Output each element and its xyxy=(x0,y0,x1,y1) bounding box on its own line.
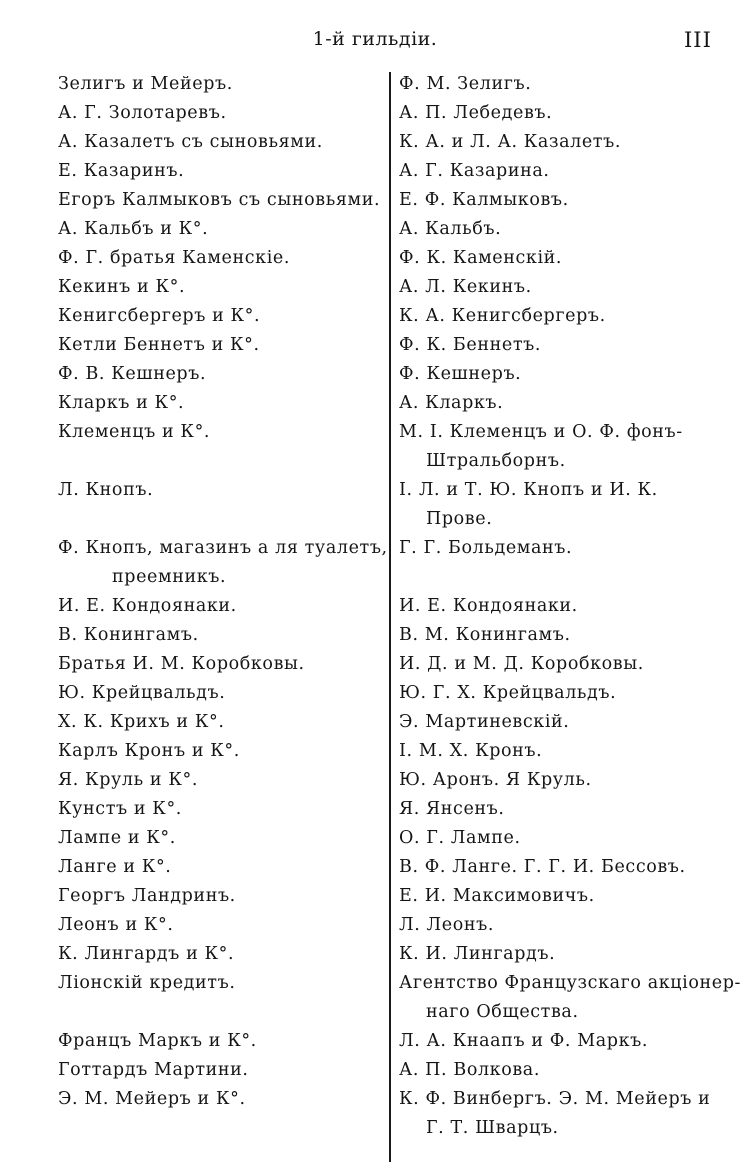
firm-entry: Карлъ Кронъ и К°. xyxy=(58,741,240,761)
firm-entry: Клеменцъ и К°. xyxy=(58,422,211,442)
owner-entry: М. І. Клеменцъ и О. Ф. фонъ- xyxy=(399,422,683,442)
owner-entry: наго Общества. xyxy=(426,1002,579,1022)
firm-entry: Егоръ Калмыковъ съ сыновьями. xyxy=(58,190,381,210)
firm-entry: преемникъ. xyxy=(112,567,227,587)
firm-entry: И. Е. Кондоянаки. xyxy=(58,596,237,616)
owner-entry: Е. Ф. Калмыковъ. xyxy=(399,190,569,210)
firm-entry: Кенигсбергеръ и К°. xyxy=(58,306,261,326)
firm-entry: Францъ Маркъ и К°. xyxy=(58,1031,257,1051)
owner-entry: Е. И. Максимовичъ. xyxy=(399,886,595,906)
firm-entry: Ліонскій кредитъ. xyxy=(58,973,236,993)
firm-entry: Я. Круль и К°. xyxy=(58,770,198,790)
owner-entry: Штральборнъ. xyxy=(426,451,566,471)
column-divider xyxy=(389,72,391,1162)
owner-entry: А. Л. Кекинъ. xyxy=(399,277,532,297)
owner-entry: Я. Янсенъ. xyxy=(399,799,505,819)
firm-entry: Ф. Г. братья Каменскіе. xyxy=(58,248,291,268)
owner-entry: Г. Т. Шварцъ. xyxy=(426,1118,559,1138)
owner-entry: Э. Мартиневскій. xyxy=(399,712,570,732)
firm-entry: Братья И. М. Коробковы. xyxy=(58,654,305,674)
owner-entry: А. П. Волкова. xyxy=(399,1060,540,1080)
owner-entry: Прове. xyxy=(426,509,493,529)
firm-entry: Леонъ и К°. xyxy=(58,915,174,935)
owner-entry: І. М. Х. Кронъ. xyxy=(399,741,543,761)
firm-entry: Е. Казаринъ. xyxy=(58,161,185,181)
owner-entry: О. Г. Лампе. xyxy=(399,828,521,848)
owner-entry: А. Кларкъ. xyxy=(399,393,504,413)
owner-entry: К. А. Кенигсбергеръ. xyxy=(399,306,606,326)
owner-entry: Ф. Кешнеръ. xyxy=(399,364,522,384)
owner-entry: В. М. Конингамъ. xyxy=(399,625,571,645)
owner-entry: Ф. К. Беннетъ. xyxy=(399,335,541,355)
firm-entry: Ф. В. Кешнеръ. xyxy=(58,364,207,384)
owner-entry: К. И. Лингардъ. xyxy=(399,944,556,964)
owner-entry: Ю. Г. Х. Крейцвальдъ. xyxy=(399,683,617,703)
page-number: III xyxy=(684,28,712,52)
owner-entry: Л. Леонъ. xyxy=(399,915,494,935)
firm-entry: Ю. Крейцвальдъ. xyxy=(58,683,226,703)
firm-entry: Л. Кнопъ. xyxy=(58,480,154,500)
firm-entry: А. Г. Золотаревъ. xyxy=(58,103,227,123)
firm-entry: Ланге и К°. xyxy=(58,857,172,877)
owner-entry: Л. А. Кнаапъ и Ф. Маркъ. xyxy=(399,1031,649,1051)
owner-entry: А. Г. Казарина. xyxy=(399,161,550,181)
owner-entry: И. Е. Кондоянаки. xyxy=(399,596,578,616)
firm-entry: Кетли Беннетъ и К°. xyxy=(58,335,260,355)
firm-entry: Лампе и К°. xyxy=(58,828,176,848)
firm-entry: Георгъ Ландринъ. xyxy=(58,886,236,906)
owner-entry: А. Кальбъ. xyxy=(399,219,502,239)
firm-entry: Зелигъ и Мейеръ. xyxy=(58,74,233,94)
firm-entry: В. Конингамъ. xyxy=(58,625,199,645)
owner-entry: Ф. М. Зелигъ. xyxy=(399,74,532,94)
firm-entry: К. Лингардъ и К°. xyxy=(58,944,235,964)
firm-entry: Кекинъ и К°. xyxy=(58,277,186,297)
owner-entry: Агентство Французскаго акціонер- xyxy=(399,973,742,993)
firm-entry: А. Казалетъ съ сыновьями. xyxy=(58,132,323,152)
owner-entry: І. Л. и Т. Ю. Кнопъ и И. К. xyxy=(399,480,658,500)
owner-entry: К. А. и Л. А. Казалетъ. xyxy=(399,132,621,152)
firm-entry: Х. К. Крихъ и К°. xyxy=(58,712,225,732)
firm-entry: Кларкъ и К°. xyxy=(58,393,185,413)
owner-entry: К. Ф. Винбергъ. Э. М. Мейеръ и xyxy=(399,1089,711,1109)
firm-entry: А. Кальбъ и К°. xyxy=(58,219,209,239)
owner-entry: В. Ф. Ланге. Г. Г. И. Бессовъ. xyxy=(399,857,686,877)
firm-entry: Готтардъ Мартини. xyxy=(58,1060,249,1080)
owner-entry: И. Д. и М. Д. Коробковы. xyxy=(399,654,644,674)
firm-entry: Э. М. Мейеръ и К°. xyxy=(58,1089,246,1109)
owner-entry: Г. Г. Больдеманъ. xyxy=(399,538,573,558)
owner-entry: Ф. К. Каменскій. xyxy=(399,248,563,268)
firm-entry: Ф. Кнопъ, магазинъ а ля туалетъ, xyxy=(58,538,388,558)
owner-entry: А. П. Лебедевъ. xyxy=(399,103,553,123)
page-heading: 1-й гильдіи. xyxy=(312,28,438,50)
firm-entry: Кунстъ и К°. xyxy=(58,799,182,819)
owner-entry: Ю. Аронъ. Я Круль. xyxy=(399,770,592,790)
